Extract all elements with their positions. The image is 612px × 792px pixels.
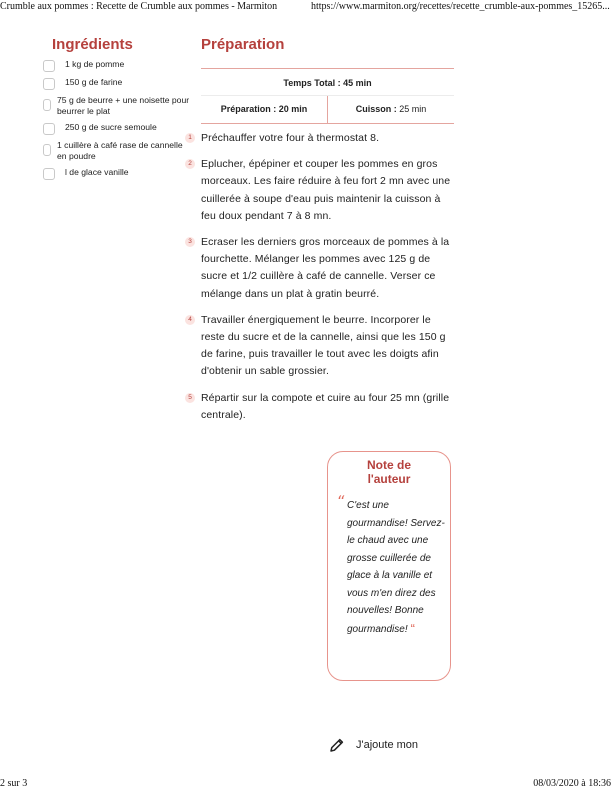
checkbox-icon[interactable]	[43, 168, 55, 180]
author-note	[327, 451, 451, 681]
checkbox-icon[interactable]	[43, 60, 55, 72]
ingredient-item[interactable]	[43, 77, 193, 90]
checkbox-icon[interactable]	[43, 144, 51, 156]
ingredient-label: l de glace vanille	[65, 167, 129, 177]
open-quote-icon: “	[337, 492, 346, 511]
step-number: 5	[185, 393, 195, 403]
ingredients-list	[43, 59, 193, 185]
ingredient-label: 75 g de beurre + une noisette pour beurrer le plat	[57, 95, 190, 116]
note-body	[347, 497, 447, 638]
step-text: Ecraser les derniers gros morceaux de pommes à la fourchette. Mélanger les pommes avec 125 g de sucre et 1/2 cuillère à café de cannelle. Verser ce mélange dans un plat à gratin beurré.	[201, 236, 450, 300]
pencil-icon	[329, 737, 345, 753]
prep-time-value: 20 min	[278, 104, 308, 114]
ingredient-item[interactable]	[43, 167, 193, 180]
ingredient-item[interactable]	[43, 140, 193, 162]
close-quote-icon: “	[410, 620, 415, 636]
step-text: Répartir sur la compote et cuire au four 25 mn (grille centrale).	[201, 391, 450, 421]
total-time-value: 45 min	[343, 78, 372, 88]
total-time-label: Temps Total	[283, 78, 336, 88]
step-item	[185, 390, 455, 424]
step-number: 1	[185, 133, 195, 143]
note-text: C'est une gourmandise! Servez-le chaud avec une grosse cuillerée de glace à la vanille et vous m'en direz des nouvelles! Bonne gourmandise!	[347, 500, 445, 635]
note-title-line1: Note de	[366, 458, 411, 472]
ingredient-label: 150 g de farine	[65, 77, 123, 87]
prep-time: Préparation : 20 min	[220, 104, 308, 114]
note-title	[328, 458, 450, 486]
prep-time-label: Préparation	[220, 104, 271, 114]
page-number: 2 sur 3	[0, 778, 28, 789]
total-time: Temps Total : 45 min	[201, 69, 454, 96]
step-number: 4	[185, 315, 195, 325]
print-datetime: 08/03/2020 à 18:36	[533, 778, 611, 789]
steps-list	[185, 130, 455, 433]
preparation-heading: Préparation	[201, 36, 285, 53]
cook-time-label: Cuisson	[355, 104, 392, 114]
ingredient-label: 250 g de sucre semoule	[65, 122, 157, 132]
cook-time: Cuisson : 25 min	[327, 96, 454, 123]
checkbox-icon[interactable]	[43, 78, 55, 90]
step-text: Travailler énergiquement le beurre. Incorporer le reste du sucre et de la cannelle, ainsi que les 150 g de farine, puis travailler le tout avec les doigts afin d'obtenir un sable grossier.	[201, 313, 446, 378]
checkbox-icon[interactable]	[43, 99, 51, 111]
note-title-line2: l'auteur	[367, 472, 411, 486]
print-footer	[0, 778, 612, 792]
ingredient-label: 1 cuillère à café rase de cannelle en poudre	[57, 140, 183, 161]
add-note-label: J'ajoute mon	[356, 739, 419, 751]
times-row	[201, 96, 454, 123]
step-item	[185, 130, 455, 147]
ingredients-heading: Ingrédients	[52, 36, 133, 53]
checkbox-icon[interactable]	[43, 123, 55, 135]
step-text: Préchauffer votre four à thermostat 8.	[201, 132, 380, 144]
ingredient-item[interactable]	[43, 95, 193, 117]
page-url[interactable]: https://www.marmiton.org/recettes/recette_crumble-aux-pommes_15265...	[311, 1, 610, 12]
times-box	[201, 68, 454, 124]
step-item	[185, 234, 455, 303]
ingredient-item[interactable]	[43, 122, 193, 135]
ingredient-item[interactable]	[43, 59, 193, 72]
step-number: 2	[185, 159, 195, 169]
step-number: 3	[185, 237, 195, 247]
ingredient-label: 1 kg de pomme	[65, 59, 125, 69]
cook-time-value: 25 min	[399, 104, 427, 114]
print-header	[0, 0, 612, 14]
step-item	[185, 156, 455, 225]
step-item	[185, 312, 455, 381]
step-text: Eplucher, épépiner et couper les pommes en gros morceaux. Les faire réduire à feu fort 2 mn avec une cuillerée à soupe d'eau puis maintenir la cuisson à feu doux pendant 7 à 8 mn.	[201, 158, 451, 222]
add-note-button[interactable]	[329, 737, 418, 753]
page-title: Crumble aux pommes : Recette de Crumble aux pommes - Marmiton	[0, 1, 278, 12]
